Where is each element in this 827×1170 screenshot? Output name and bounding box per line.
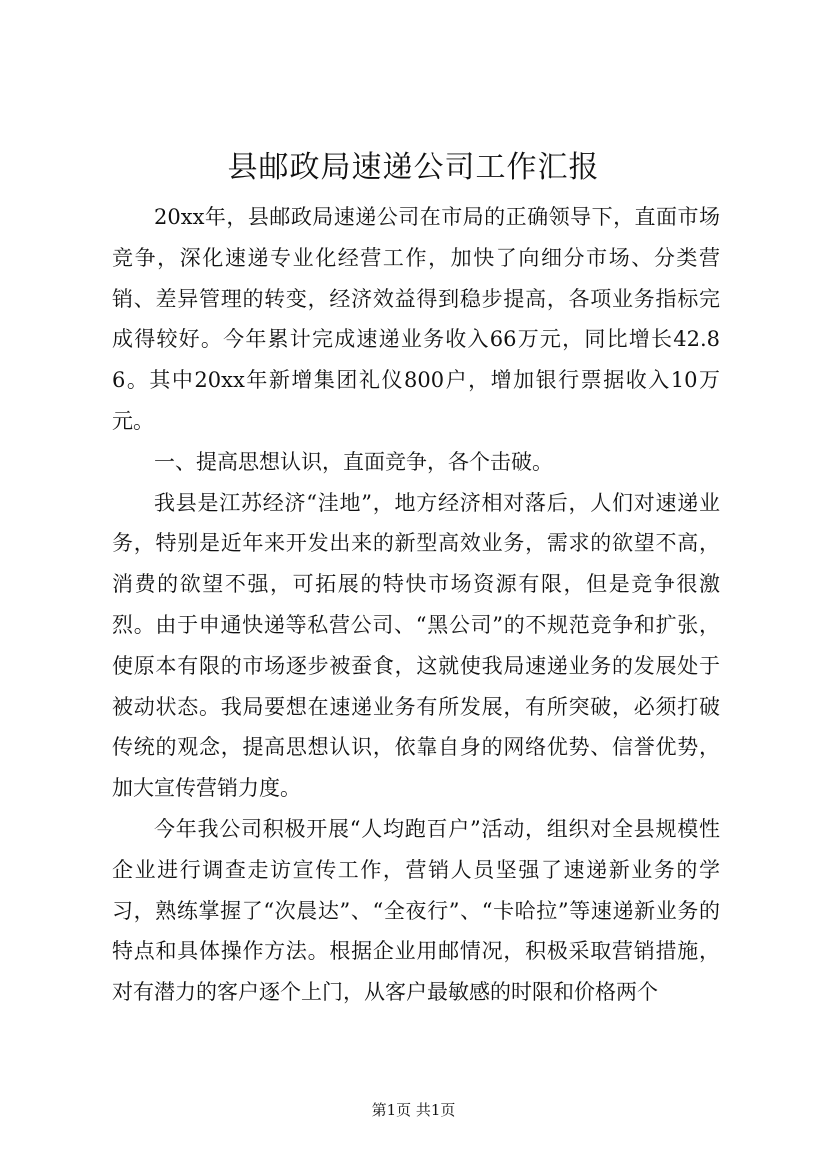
document-title: 县邮政局速递公司工作汇报 — [227, 150, 600, 185]
page-number-footer: 第1页 共1页 — [371, 1101, 456, 1119]
section-heading-1: 一、提高思想认识，直面竞争，各个击破。 — [154, 449, 553, 474]
paragraph-activities: 今年我公司积极开展“人均跑百户”活动，组织对全县规模性企业进行调查走访宣传工作，营销人员坚强了速递新业务的学习，熟练掌握了“次晨达”、“全夜行”、“卡哈拉”等速递新业务的特点和具体操作方法。根据企业用邮情况，积极采取营销措施，对有潜力的客户逐个上门，从客户最敏感的时限和价格两个 — [112, 816, 720, 1005]
document-body — [112, 197, 720, 1013]
paragraph-intro: 20xx年，县邮政局速递公司在市局的正确领导下，直面市场竞争，深化速递专业化经营工作，加快了向细分市场、分类营销、差异管理的转变，经济效益得到稳步提高，各项业务指标完成得较好。今年累计完成速递业务收入66万元，同比增长42.86。其中20xx年新增集团礼仪800户，增加银行票据收入10万元。 — [112, 205, 720, 433]
paragraph-market-situation: 我县是江苏经济“洼地”，地方经济相对落后，人们对速递业务，特别是近年来开发出来的新型高效业务，需求的欲望不高，消费的欲望不强，可拓展的特快市场资源有限，但是竞争很激烈。由于申通快递等私营公司、“黑公司”的不规范竞争和扩张，使原本有限的市场逐步被蚕食，这就使我局速递业务的发展处于被动状态。我局要想在速递业务有所发展，有所突破，必须打破传统的观念，提高思想认识，依靠自身的网络优势、信誉优势，加大宣传营销力度。 — [112, 490, 720, 801]
